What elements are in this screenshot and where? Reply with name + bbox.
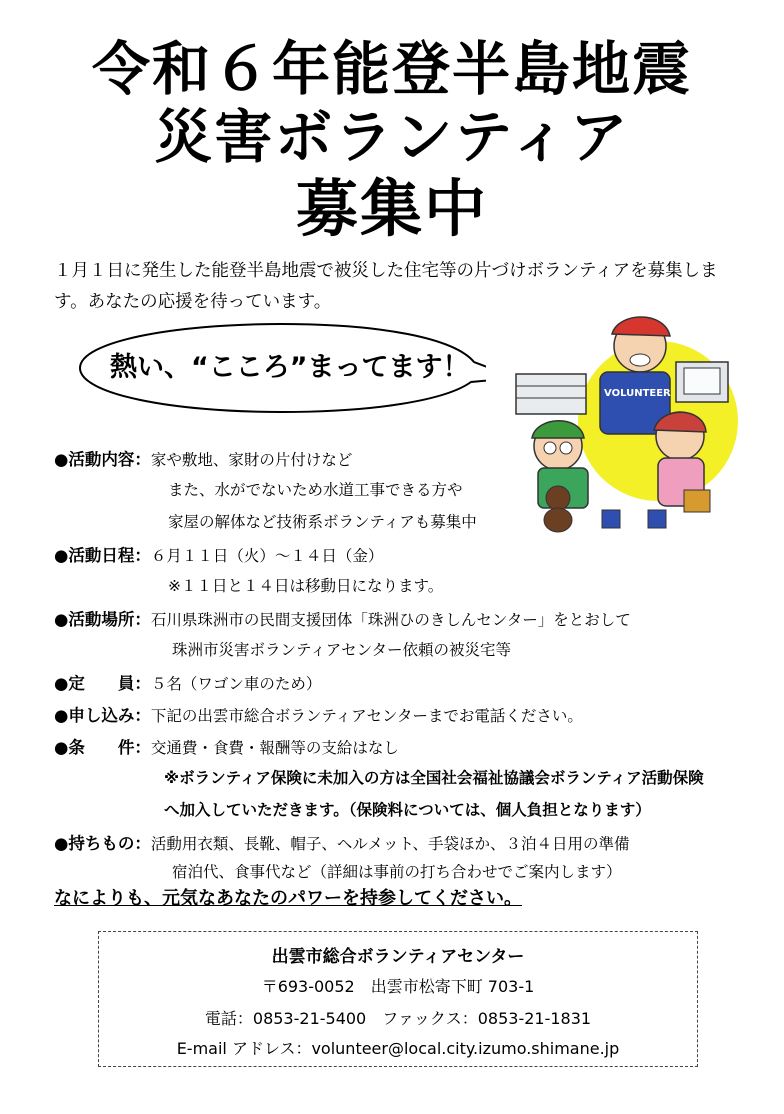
conditions-label: ●条 件： <box>54 738 151 757</box>
place-line-2: 珠洲市災害ボランティアセンター依頼の被災宅等 <box>172 641 511 659</box>
contact-org: 出雲市総合ボランティアセンター <box>271 947 525 967</box>
schedule-row <box>54 542 383 566</box>
activity-line-1: 家や敷地、家財の片付けなど <box>150 451 353 469</box>
bring-line-2: 宿泊代、食事代など（詳細は事前の打ち合わせでご案内します） <box>172 863 622 881</box>
closing-message: なによりも、元気なあなたのパワーを持参してください。 <box>54 888 522 909</box>
conditions-line-1: 交通費・食費・報酬等の支給はなし <box>150 739 399 757</box>
bring-label: ●持ちもの： <box>54 834 151 853</box>
capacity-line-1: ５名（ワゴン車のため） <box>150 675 322 693</box>
activity-row <box>54 446 352 470</box>
activity-line-3: 家屋の解体など技術系ボランティアも募集中 <box>168 513 477 531</box>
conditions-row <box>54 734 399 758</box>
contact-phone: 電話：0853-21-5400 ファックス：0853-21-1831 <box>204 1009 592 1028</box>
schedule-label: ●活動日程： <box>54 546 151 565</box>
title-line-3: 募集中 <box>295 172 488 245</box>
intro-text: １月１日に発生した能登半島地震で被災した住宅等の片づけボランティアを募集します。あなたの応援を待っています。 <box>54 261 718 312</box>
conditions-line-3: へ加入していただきます。（保険料については、個人負担となります） <box>164 801 651 819</box>
bubble-text: 熱い、“こころ”まってます！ <box>110 352 470 383</box>
place-row <box>54 606 631 630</box>
apply-line-1: 下記の出雲市総合ボランティアセンターまでお電話ください。 <box>150 707 583 725</box>
apply-label: ●申し込み： <box>54 706 151 725</box>
contact-box <box>98 931 698 1067</box>
place-line-1: 石川県珠洲市の民間支援団体「珠洲ひのきしんセンター」をとおして <box>150 611 631 629</box>
shirt-text: VOLUNTEER <box>604 388 671 399</box>
place-label: ●活動場所： <box>54 610 151 629</box>
capacity-label: ●定 員： <box>54 674 151 693</box>
schedule-line-1: ６月１１日（火）～１４日（金） <box>150 547 384 565</box>
activity-label: ●活動内容： <box>54 450 151 469</box>
bring-line-1: 活動用衣類、長靴、帽子、ヘルメット、手袋ほか、３泊４日用の準備 <box>150 835 630 853</box>
title-line-1: 令和６年能登半島地震 <box>91 35 692 103</box>
apply-row <box>54 702 583 726</box>
volunteer-illustration <box>508 306 742 546</box>
title-line-2: 災害ボランティア <box>154 103 630 171</box>
activity-line-2: また、水がでないため水道工事できる方や <box>168 481 463 499</box>
schedule-line-2: ※１１日と１４日は移動日になります。 <box>168 577 444 595</box>
contact-email: E-mail アドレス：volunteer@local.city.izumo.shimane.jp <box>176 1039 620 1058</box>
capacity-row <box>54 670 321 694</box>
conditions-line-2: ※ボランティア保険に未加入の方は全国社会福祉協議会ボランティア活動保険 <box>164 769 704 787</box>
bring-row <box>54 830 630 854</box>
contact-address: 〒693-0052 出雲市松寄下町 703-1 <box>261 977 535 996</box>
